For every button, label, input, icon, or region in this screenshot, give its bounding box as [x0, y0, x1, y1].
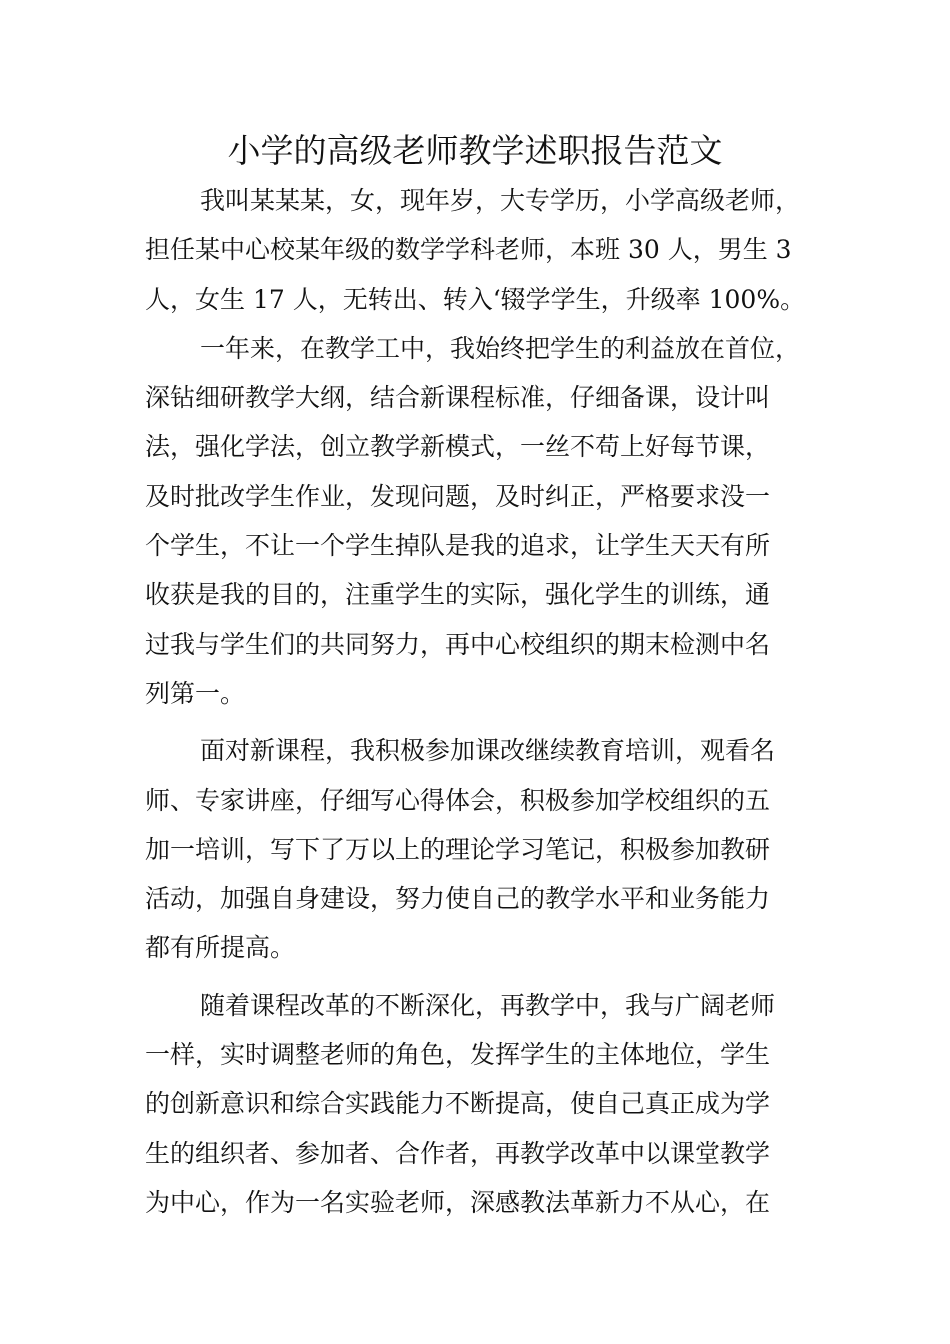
paragraph-spacer: [145, 718, 810, 726]
paragraph-1: [145, 176, 810, 324]
paragraph-line: 一年来，在教学工中，我始终把学生的利益放在首位，: [200, 333, 801, 363]
document-body: [145, 176, 810, 1227]
paragraph-line: 过我与学生们的共同努力，再中心校组织的期末检测中名: [145, 629, 771, 659]
paragraph-line: 为中心，作为一名实验老师，深感教法革新力不从心，在: [145, 1187, 771, 1217]
paragraph-line: 列第一。: [145, 678, 246, 708]
paragraph-line: 面对新课程，我积极参加课改继续教育培训，观看名: [200, 736, 776, 766]
paragraph-line: 收获是我的目的，注重学生的实际，强化学生的训练，通: [145, 580, 771, 610]
paragraph-4: [145, 981, 810, 1227]
paragraph-line: 个学生，不让一个学生掉队是我的追求，让学生天天有所: [145, 531, 771, 561]
paragraph-line: 都有所提高。: [145, 933, 296, 963]
document-title: 小学的高级老师教学述职报告范文: [227, 131, 723, 170]
paragraph-line: 及时批改学生作业，发现问题，及时纠正，严格要求没一: [145, 481, 771, 511]
paragraph-line: 担任某中心校某年级的数学学科老师，本班 30 人，男生 3: [145, 235, 792, 265]
paragraph-line: 随着课程改革的不断深化，再教学中，我与广阔老师: [200, 990, 776, 1020]
paragraph-line: 人，女生 17 人，无转出、转入‘辍学学生，升级率 100%。: [145, 284, 806, 314]
paragraph-line: 深钻细研教学大纲，结合新课程标准，仔细备课，设计叫: [145, 383, 771, 413]
paragraph-line: 一样，实时调整老师的角色，发挥学生的主体地位，学生: [145, 1040, 771, 1070]
paragraph-spacer: [145, 973, 810, 981]
paragraph-line: 师、专家讲座，仔细写心得体会，积极参加学校组织的五: [145, 785, 771, 815]
paragraph-line: 活动，加强自身建设，努力使自己的教学水平和业务能力: [145, 884, 771, 914]
paragraph-line: 我叫某某某，女，现年岁，大专学历，小学高级老师，: [200, 186, 801, 215]
paragraph-2: [145, 324, 810, 718]
paragraph-line: 加一培训，写下了万以上的理论学习笔记，积极参加教研: [145, 834, 771, 864]
paragraph-line: 法，强化学法，创立教学新模式，一丝不苟上好每节课，: [145, 432, 771, 462]
paragraph-3: [145, 726, 810, 972]
paragraph-line: 的创新意识和综合实践能力不断提高，使自己真正成为学: [145, 1089, 771, 1119]
paragraph-line: 生的组织者、参加者、合作者，再教学改革中以课堂教学: [145, 1138, 771, 1168]
